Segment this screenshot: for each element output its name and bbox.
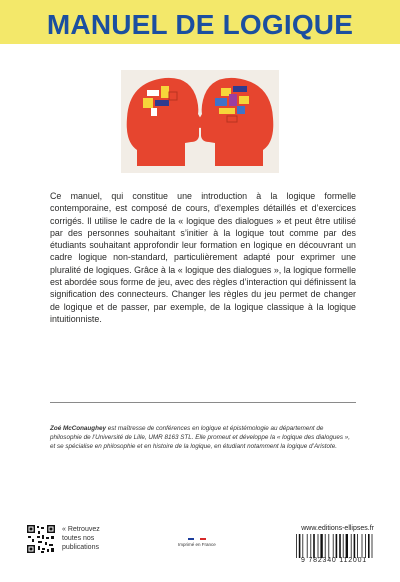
imprime-label: Imprimé en France	[178, 542, 216, 547]
book-description: Ce manuel, qui constitue une introduction à la logique formelle contemporaine, est composé de cours, d’exemples détaillés et d’exercices corrigés. Il utilise le cadre de la « logique des dialogues » et peut être utilisé par des personnes souhaitant s’initier à la logique tout comme par des étudiants souhaitant approfondir leur formation en logique en découvrant un cadre logique non-standard, particulièrement adapté pour exprimer une pluralité de logiques. Grâce à la « logique des dialogues », la logique formelle est abordée sous forme de jeu, avec des règles d’interaction qui définissent la signification des connecteurs. Changer les règles du jeu permet de changer de logique et de passer, par exemple, de la logique classique à la logique intuitionniste.	[50, 191, 356, 324]
france-flag-icon	[188, 538, 206, 540]
author-bio-text: est maîtresse de conférences en logique et épistémologie au département de philosophie de l’Université de Lille, UMR 8163 STL. Elle promeut et développe la « logique des dialogues », et se spécialise en philosophie et en histoire de la logique, en étudiant notamment la logique d’Aristote.	[50, 425, 350, 451]
publications-link[interactable]	[62, 525, 100, 552]
author-bio	[50, 424, 356, 452]
publications-line-2: toutes nos	[62, 535, 95, 542]
barcode-icon	[294, 534, 374, 558]
qr-code[interactable]	[26, 524, 56, 554]
cover-illustration	[121, 70, 279, 173]
divider	[50, 402, 356, 403]
two-heads-puzzle-icon	[121, 70, 279, 173]
publications-line-1: « Retrouvez	[62, 526, 100, 533]
imprime-en-france	[178, 538, 216, 547]
publications-line-3: publications	[62, 544, 99, 551]
isbn-number: 9 782340 112001	[301, 557, 367, 564]
publisher-website[interactable]: www.editions-ellipses.fr	[301, 525, 374, 532]
author-name: Zoé McConaughey	[50, 425, 106, 432]
book-title: MANUEL DE LOGIQUE	[46, 9, 354, 40]
